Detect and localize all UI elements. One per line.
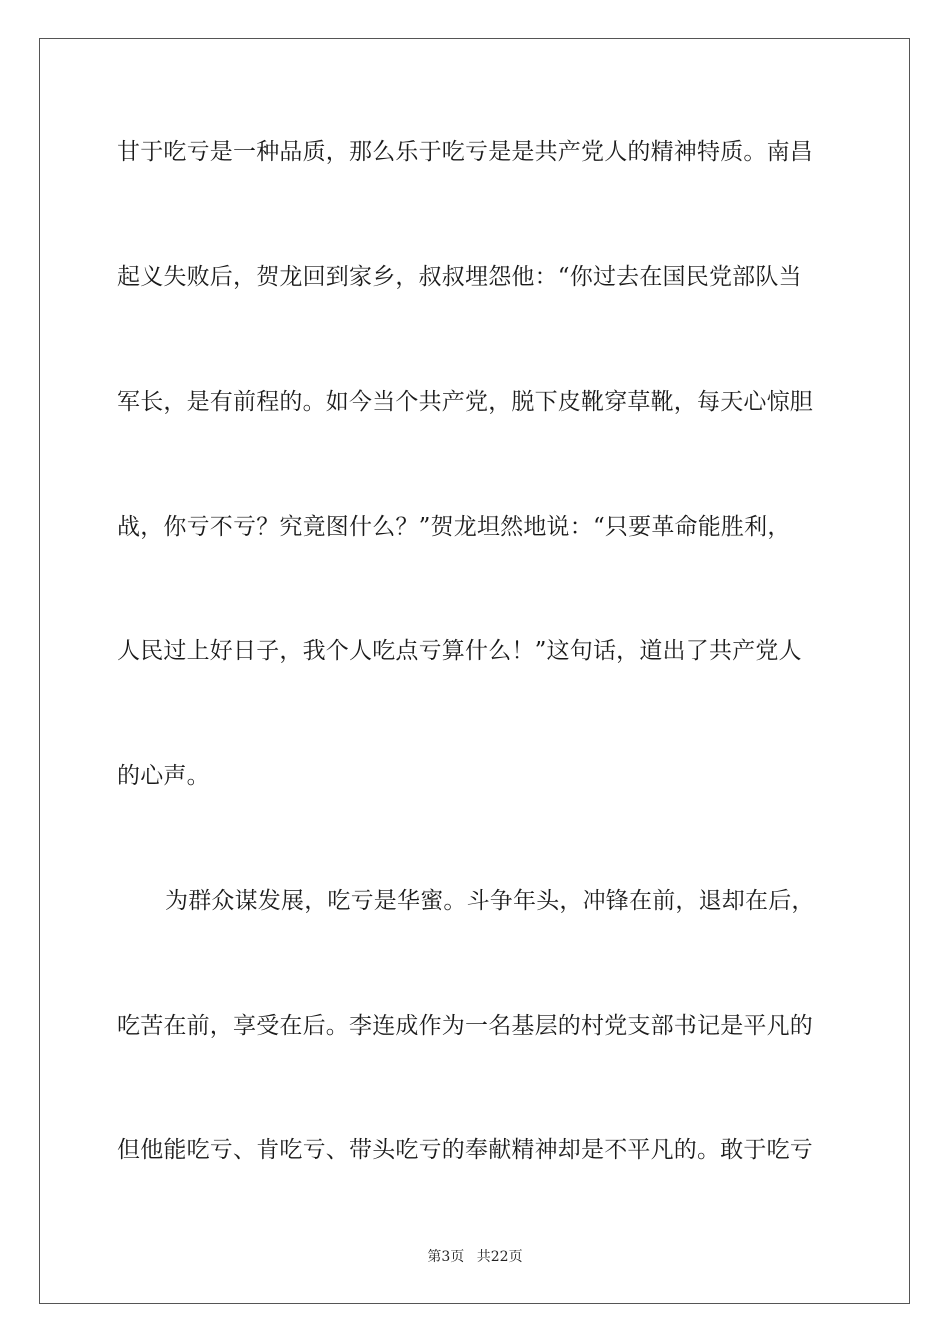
paragraph-line: 起义失败后，贺龙回到家乡，叔叔埋怨他：“你过去在国民党部队当	[117, 264, 802, 290]
paragraph-line: 甘于吃亏是一种品质，那么乐于吃亏是是共产党人的精神特质。南昌	[117, 139, 813, 165]
page-total: 共22页	[476, 1249, 523, 1265]
page-border	[39, 38, 910, 1304]
paragraph-line: 战，你亏不亏？究竟图什么？”贺龙坦然地说：“只要革命能胜利，	[117, 514, 791, 540]
paragraph-line-indented: 为群众谋发展，吃亏是华蜜。斗争年头，冲锋在前，退却在后，	[165, 888, 815, 914]
paragraph-line: 军长，是有前程的。如今当个共产党，脱下皮靴穿草靴，每天心惊胆	[117, 389, 813, 415]
paragraph-line: 但他能吃亏、肯吃亏、带头吃亏的奉献精神却是不平凡的。敢于吃亏	[117, 1137, 813, 1163]
page-footer	[0, 1248, 950, 1266]
paragraph-line: 人民过上好日子，我个人吃点亏算什么！”这句话，道出了共产党人	[117, 638, 802, 664]
page-number: 第3页	[427, 1249, 465, 1265]
paragraph-line: 吃苦在前，享受在后。李连成作为一名基层的村党支部书记是平凡的	[117, 1013, 813, 1039]
paragraph-line: 的心声。	[117, 763, 210, 789]
